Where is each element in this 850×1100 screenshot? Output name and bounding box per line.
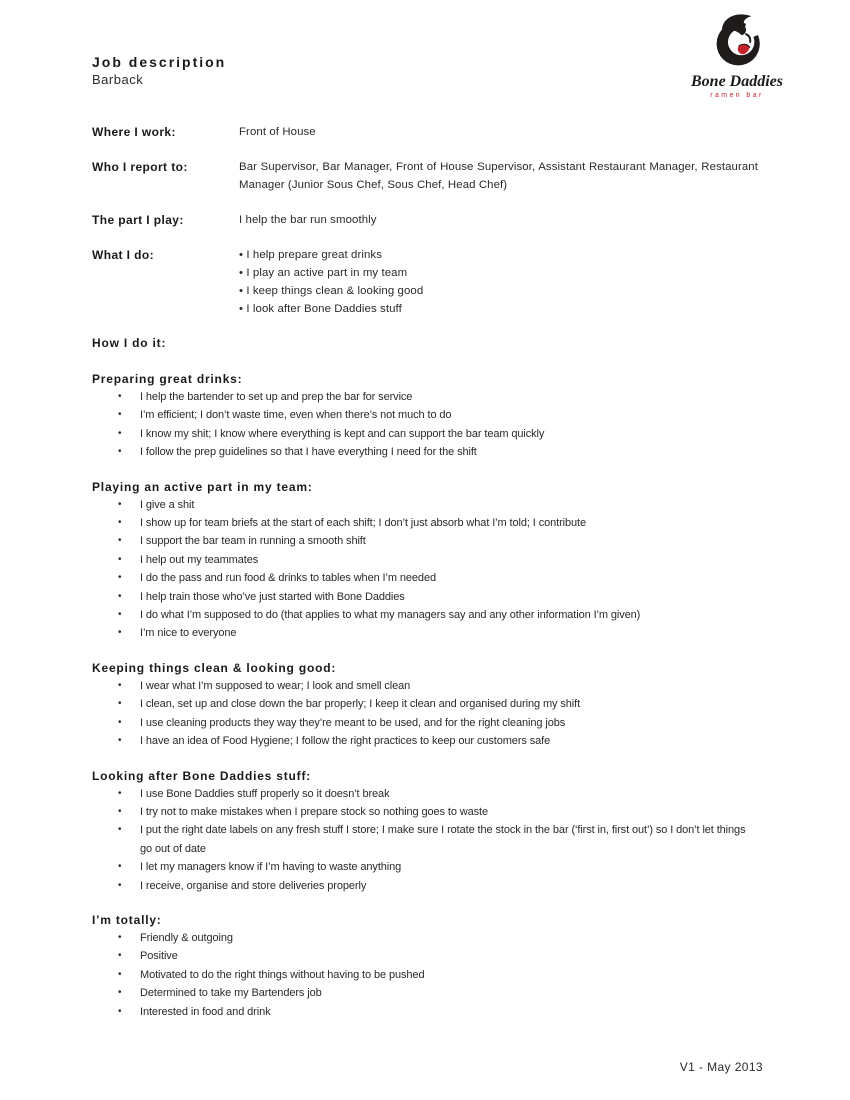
bullet-list bbox=[92, 496, 758, 643]
section-im-totally bbox=[92, 911, 758, 1021]
what-i-do-list bbox=[239, 246, 758, 318]
bullet-item: • I give a shit bbox=[92, 496, 758, 514]
section-playing-active-part bbox=[92, 478, 758, 643]
bullet-item: • I support the bar team in running a smooth shift bbox=[92, 532, 758, 550]
bullet-item: • I’m efficient; I don’t waste time, even when there’s not much to do bbox=[92, 406, 758, 424]
bullet-item: • Determined to take my Bartenders job bbox=[92, 984, 758, 1002]
info-label: Who I report to: bbox=[92, 160, 188, 174]
bullet-list bbox=[92, 785, 758, 895]
info-value: Front of House bbox=[239, 126, 316, 138]
what-i-do-item: • I play an active part in my team bbox=[239, 264, 758, 282]
bullet-item: • I let my managers know if I’m having to waste anything bbox=[92, 858, 758, 876]
bullet-item: • I help the bartender to set up and prep the bar for service bbox=[92, 388, 758, 406]
bullet-item: • Interested in food and drink bbox=[92, 1003, 758, 1021]
what-i-do-item: • I help prepare great drinks bbox=[239, 246, 758, 264]
how-i-do-it-heading: How I do it: bbox=[92, 336, 167, 350]
what-i-do-item: • I look after Bone Daddies stuff bbox=[239, 300, 758, 318]
bullet-item: • I wear what I’m supposed to wear; I look and smell clean bbox=[92, 677, 758, 695]
bullet-item: • Friendly & outgoing bbox=[92, 929, 758, 947]
info-label: Where I work: bbox=[92, 125, 176, 139]
header bbox=[92, 54, 226, 87]
section-heading: Playing an active part in my team: bbox=[92, 479, 313, 494]
info-row-part-i-play bbox=[92, 211, 758, 229]
sections bbox=[92, 370, 758, 1037]
info-table bbox=[92, 123, 758, 335]
bullet-item: • I help out my teammates bbox=[92, 551, 758, 569]
bullet-item: • I put the right date labels on any fresh stuff I store; I make sure I rotate the stock in the bar (‘first in, first out’) so I don’t let things go out of date bbox=[92, 821, 758, 858]
page-title: Job description bbox=[92, 54, 227, 70]
bullet-item: • I try not to make mistakes when I prepare stock so nothing goes to waste bbox=[92, 803, 758, 821]
section-preparing-great-drinks bbox=[92, 370, 758, 462]
info-label: The part I play: bbox=[92, 213, 184, 227]
info-value: I help the bar run smoothly bbox=[239, 214, 377, 226]
bullet-list bbox=[92, 929, 758, 1021]
bullet-item: • Motivated to do the right things without having to be pushed bbox=[92, 966, 758, 984]
bullet-item: • I show up for team briefs at the start of each shift; I don’t just absorb what I’m told; I contribute bbox=[92, 514, 758, 532]
bullet-list bbox=[92, 677, 758, 751]
bullet-item: • I clean, set up and close down the bar properly; I keep it clean and organised during my shift bbox=[92, 695, 758, 713]
section-looking-after-stuff bbox=[92, 767, 758, 895]
section-keeping-clean bbox=[92, 659, 758, 751]
info-row-where bbox=[92, 123, 758, 141]
page-subtitle: Barback bbox=[92, 72, 144, 87]
brand-logo bbox=[691, 12, 783, 100]
bullet-item: • I receive, organise and store deliveries properly bbox=[92, 877, 758, 895]
bullet-item: • I help train those who’ve just started with Bone Daddies bbox=[92, 588, 758, 606]
section-heading: Keeping things clean & looking good: bbox=[92, 660, 337, 675]
info-row-report-to bbox=[92, 158, 758, 194]
bullet-item: • I do the pass and run food & drinks to tables when I’m needed bbox=[92, 569, 758, 587]
info-row-what-i-do bbox=[92, 246, 758, 318]
section-heading: Looking after Bone Daddies stuff: bbox=[92, 768, 312, 783]
brand-name: Bone Daddies bbox=[691, 73, 783, 90]
info-value: Bar Supervisor, Bar Manager, Front of House Supervisor, Assistant Restaurant Manager, Restaurant Manager (Junior Sous Chef, Sous Chef, Head Chef) bbox=[239, 161, 758, 191]
bullet-item: • I follow the prep guidelines so that I have everything I need for the shift bbox=[92, 443, 758, 461]
bullet-list bbox=[92, 388, 758, 462]
version-footer: V1 - May 2013 bbox=[679, 1060, 763, 1074]
bullet-item: • I’m nice to everyone bbox=[92, 624, 758, 642]
section-heading: I’m totally: bbox=[92, 912, 162, 927]
bullet-item: • I use Bone Daddies stuff properly so it doesn’t break bbox=[92, 785, 758, 803]
brand-tagline: ramen bar bbox=[710, 92, 764, 99]
bone-daddies-face-icon bbox=[710, 12, 764, 72]
info-label: What I do: bbox=[92, 248, 154, 262]
bullet-item: • I use cleaning products they way they’re meant to be used, and for the right cleaning jobs bbox=[92, 714, 758, 732]
bullet-item: • I know my shit; I know where everything is kept and can support the bar team quickly bbox=[92, 425, 758, 443]
bullet-item: • I do what I’m supposed to do (that applies to what my managers say and any other information I’m given) bbox=[92, 606, 758, 624]
bullet-item: • Positive bbox=[92, 947, 758, 965]
what-i-do-item: • I keep things clean & looking good bbox=[239, 282, 758, 300]
section-heading: Preparing great drinks: bbox=[92, 372, 243, 386]
bullet-item: • I have an idea of Food Hygiene; I follow the right practices to keep our customers safe bbox=[92, 732, 758, 750]
